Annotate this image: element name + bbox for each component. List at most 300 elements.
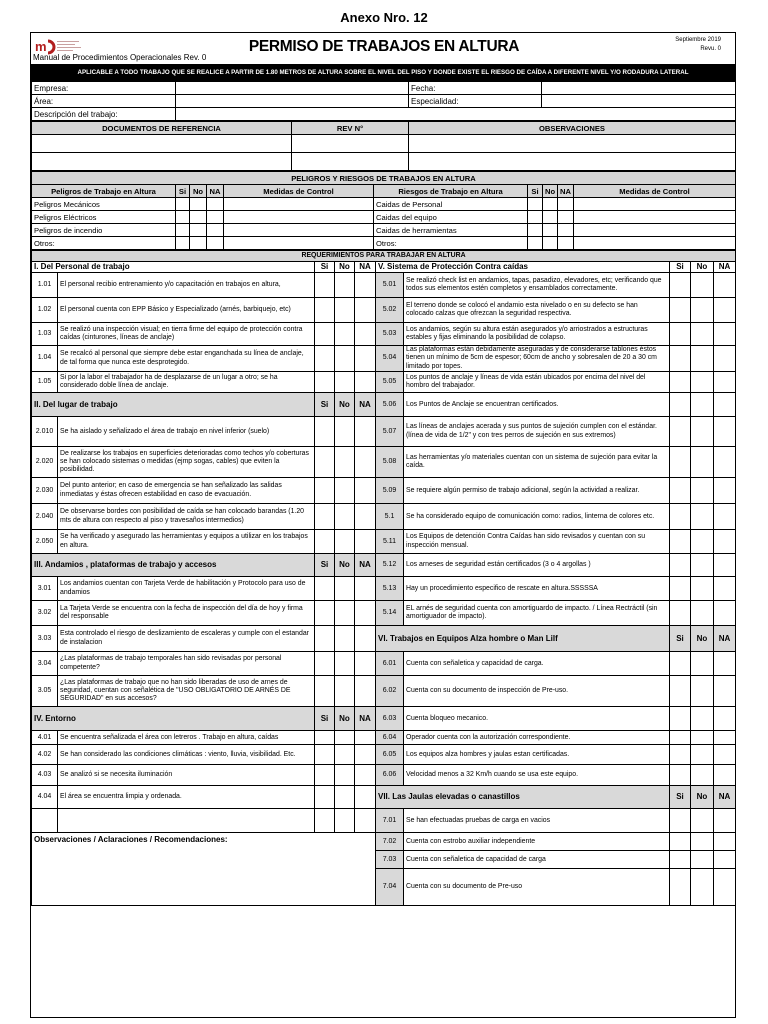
item-number: 5.13: [376, 577, 404, 601]
item-check[interactable]: [315, 530, 335, 554]
item-check[interactable]: [335, 530, 355, 554]
risk-name: Caidas del equipo: [374, 211, 528, 224]
empresa-label: Empresa:: [32, 82, 176, 95]
item-text: ¿Las plataformas de trabajo que no han sido liberadas de uso de arnes de seguridad, cuentan con señalética de "USO OBLIGATORIO DE ARNÉS DE SEGURIDAD" en sus accesos?: [58, 676, 315, 707]
item-check[interactable]: [714, 417, 736, 447]
item-check[interactable]: [714, 554, 736, 577]
item-check[interactable]: [670, 869, 691, 906]
item-check[interactable]: [355, 765, 376, 786]
item-number: 3.05: [32, 676, 58, 707]
item-text: Se recalcó al personal que siempre debe estar enganchada su línea de anclaje, de tal forma que nunca este desprotegido.: [58, 346, 315, 372]
item-check[interactable]: [335, 346, 355, 372]
item-check[interactable]: [335, 765, 355, 786]
item-text: Se han considerado las condiciones climáticas : viento, lluvia, visibilidad. Etc.: [58, 745, 315, 765]
item-check[interactable]: [670, 833, 691, 851]
rev-cell[interactable]: [292, 135, 409, 153]
col-si: Si: [176, 185, 190, 198]
item-check[interactable]: [670, 577, 691, 601]
item-number: 5.14: [376, 601, 404, 626]
item-check[interactable]: [315, 652, 335, 676]
item-check[interactable]: [691, 298, 714, 323]
item-text: Cuenta con su documento de Pre-uso: [404, 869, 670, 906]
item-check[interactable]: [714, 577, 736, 601]
section-header: IV. Entorno: [32, 707, 315, 731]
item-check[interactable]: [670, 652, 691, 676]
risk-measure[interactable]: [574, 211, 736, 224]
item-check[interactable]: [335, 323, 355, 346]
revision-text: Revu. 0: [700, 46, 721, 52]
item-number: 5.06: [376, 393, 404, 417]
item-check[interactable]: [355, 577, 376, 601]
requirement-row: [32, 273, 736, 298]
item-text: De observarse bordes con posibilidad de caída se han colocado barandas (1.20 mts de altura con respecto al piso y travesaños intermedios): [58, 504, 315, 530]
item-text: Esta controlado el riesgo de deslizamiento de escaleras y cumple con el estandar de instalacion: [58, 626, 315, 652]
hazard-check[interactable]: [190, 237, 207, 250]
item-check[interactable]: [670, 707, 691, 731]
item-number: 3.02: [32, 601, 58, 626]
risk-measure[interactable]: [574, 224, 736, 237]
item-check[interactable]: [714, 731, 736, 745]
item-check[interactable]: [355, 323, 376, 346]
item-check[interactable]: [335, 447, 355, 478]
item-check[interactable]: [355, 676, 376, 707]
fecha-field[interactable]: [542, 82, 736, 95]
item-check[interactable]: [714, 447, 736, 478]
item-check[interactable]: [670, 346, 691, 372]
item-check[interactable]: [315, 298, 335, 323]
observations-box[interactable]: Observaciones / Aclaraciones / Recomendaciones:: [32, 833, 376, 906]
item-number: 4.04: [32, 786, 58, 809]
rev-cell[interactable]: [292, 153, 409, 171]
col-si: Si: [315, 707, 335, 731]
item-check[interactable]: [670, 731, 691, 745]
obs-col-header: OBSERVACIONES: [409, 122, 736, 135]
item-number: 2.020: [32, 447, 58, 478]
risk-measure[interactable]: [574, 237, 736, 250]
risk-check[interactable]: [558, 198, 574, 211]
col-si: Si: [315, 262, 335, 273]
risk-check[interactable]: [528, 237, 543, 250]
item-check[interactable]: [335, 478, 355, 504]
item-check[interactable]: [315, 809, 335, 833]
item-check[interactable]: [691, 652, 714, 676]
risk-name: Caidas de Personal: [374, 198, 528, 211]
descripcion-label: Descripción del trabajo:: [32, 108, 176, 121]
col-si: Si: [315, 554, 335, 577]
item-check[interactable]: [714, 530, 736, 554]
item-check[interactable]: [691, 676, 714, 707]
col-na: NA: [714, 262, 736, 273]
item-check[interactable]: [691, 478, 714, 504]
doc-cell[interactable]: [32, 135, 292, 153]
risk-check[interactable]: [543, 198, 558, 211]
item-number: 3.01: [32, 577, 58, 601]
item-check[interactable]: [335, 298, 355, 323]
risk-check[interactable]: [558, 237, 574, 250]
risk-check[interactable]: [543, 224, 558, 237]
requirement-row: [32, 833, 736, 851]
item-check[interactable]: [714, 676, 736, 707]
hazard-check[interactable]: [176, 237, 190, 250]
risk-check[interactable]: [528, 224, 543, 237]
item-number: 2.030: [32, 478, 58, 504]
item-check[interactable]: [315, 765, 335, 786]
item-number: 5.12: [376, 554, 404, 577]
col-no: No: [691, 262, 714, 273]
item-check[interactable]: [714, 504, 736, 530]
item-number: 6.03: [376, 707, 404, 731]
item-check[interactable]: [691, 530, 714, 554]
section-header: III. Andamios , plataformas de trabajo y accesos: [32, 554, 315, 577]
item-check[interactable]: [335, 504, 355, 530]
hazard-check[interactable]: [190, 198, 207, 211]
item-check[interactable]: [335, 745, 355, 765]
especialidad-field[interactable]: [542, 95, 736, 108]
item-number: 5.11: [376, 530, 404, 554]
item-check[interactable]: [691, 765, 714, 786]
item-check[interactable]: [714, 346, 736, 372]
hazard-measure[interactable]: [224, 198, 374, 211]
item-check[interactable]: [315, 601, 335, 626]
item-check[interactable]: [335, 273, 355, 298]
hazard-check[interactable]: [207, 224, 224, 237]
item-check[interactable]: [335, 786, 355, 809]
hazard-check[interactable]: [207, 198, 224, 211]
item-number: 5.03: [376, 323, 404, 346]
col-no: No: [335, 707, 355, 731]
item-check[interactable]: [691, 577, 714, 601]
item-check[interactable]: [714, 478, 736, 504]
item-check[interactable]: [355, 447, 376, 478]
item-text: Se ha considerado equipo de comunicación como: radios, linterna de colores etc.: [404, 504, 670, 530]
fecha-label: Fecha:: [409, 82, 542, 95]
item-check[interactable]: [355, 626, 376, 652]
item-check[interactable]: [355, 745, 376, 765]
item-text: Las líneas de anclajes acerada y sus puntos de sujeción cumplen con el estándar. (línea de vida de 1/2" y con tres perros de sujeción en sus extremos): [404, 417, 670, 447]
obs-cell[interactable]: [409, 153, 736, 171]
item-check[interactable]: [670, 504, 691, 530]
item-text: De realizarse los trabajos en superficies deterioradas como techos y/o coberturas se han colocado sistemas o medidas (ejmp sogas, cables) que eviten la posibilidad.: [58, 447, 315, 478]
item-text: Cuenta con estrobo auxiliar independiente: [404, 833, 670, 851]
item-check[interactable]: [691, 833, 714, 851]
item-check[interactable]: [714, 273, 736, 298]
item-check[interactable]: [714, 809, 736, 833]
col-si: Si: [528, 185, 543, 198]
item-check[interactable]: [355, 652, 376, 676]
item-number: 4.01: [32, 731, 58, 745]
requirement-row: [32, 626, 736, 652]
item-check[interactable]: [691, 504, 714, 530]
item-check[interactable]: [315, 786, 335, 809]
item-check[interactable]: [670, 323, 691, 346]
col-na: NA: [714, 626, 736, 652]
risk-measure[interactable]: [574, 198, 736, 211]
item-number: 1.04: [32, 346, 58, 372]
hazard-row: [32, 211, 736, 224]
item-number: 7.01: [376, 809, 404, 833]
hazard-row: [32, 237, 736, 250]
area-field[interactable]: [176, 95, 409, 108]
item-check[interactable]: [691, 417, 714, 447]
item-check[interactable]: [355, 372, 376, 393]
item-check[interactable]: [315, 745, 335, 765]
item-text: Las herramientas y/o materiales cuentan con un sistema de sujeción para evitar la caída.: [404, 447, 670, 478]
item-text: Las plataformas están debidamente aseguradas y de considerarse tablones éstos tienen un mínimo de 5cm de espesor; 60cm de ancho y sobresalen de 20 a 30 cm limitado por topes.: [404, 346, 670, 372]
item-check[interactable]: [315, 504, 335, 530]
risk-check[interactable]: [558, 224, 574, 237]
item-text: ¿Las plataformas de trabajo temporales han sido revisadas por personal competente?: [58, 652, 315, 676]
col-no: No: [190, 185, 207, 198]
especialidad-label: Especialidad:: [409, 95, 542, 108]
item-check[interactable]: [691, 447, 714, 478]
descripcion-field[interactable]: [176, 108, 736, 121]
item-check[interactable]: [670, 298, 691, 323]
item-text: Los Equipos de detención Contra Caídas han sido revisados y cuentan con su inspección mensual.: [404, 530, 670, 554]
requirement-row: [32, 504, 736, 530]
item-check[interactable]: [691, 869, 714, 906]
risk-check[interactable]: [528, 198, 543, 211]
item-number: 6.06: [376, 765, 404, 786]
hazard-measure[interactable]: [224, 211, 374, 224]
section-header: V. Sistema de Protección Contra caídas: [376, 262, 670, 273]
requirement-row: [32, 786, 736, 809]
item-check[interactable]: [315, 676, 335, 707]
item-check[interactable]: [714, 652, 736, 676]
item-number: 2.050: [32, 530, 58, 554]
item-text: La Tarjeta Verde se encuentra con la fecha de inspección del día de hoy y firma del responsable: [58, 601, 315, 626]
item-check[interactable]: [670, 676, 691, 707]
col-si: Si: [670, 626, 691, 652]
col-no: No: [543, 185, 558, 198]
item-check[interactable]: [670, 447, 691, 478]
item-number: 3.04: [32, 652, 58, 676]
item-check[interactable]: [355, 731, 376, 745]
item-check[interactable]: [315, 323, 335, 346]
item-check[interactable]: [714, 833, 736, 851]
item-check[interactable]: [335, 676, 355, 707]
col-no: No: [335, 554, 355, 577]
requirement-row: [32, 262, 736, 273]
item-check[interactable]: [670, 809, 691, 833]
item-check[interactable]: [315, 626, 335, 652]
form-header: [31, 33, 735, 65]
item-check[interactable]: [670, 851, 691, 869]
hazard-name: Peligros Eléctricos: [32, 211, 176, 224]
item-check[interactable]: [315, 346, 335, 372]
item-text: Hay un procedimiento especifico de rescate en altura.SSSSSA: [404, 577, 670, 601]
item-check[interactable]: [714, 851, 736, 869]
hazard-check[interactable]: [207, 237, 224, 250]
item-check[interactable]: [691, 731, 714, 745]
risk-check[interactable]: [558, 211, 574, 224]
item-check[interactable]: [691, 809, 714, 833]
item-check[interactable]: [714, 372, 736, 393]
item-check[interactable]: [355, 273, 376, 298]
item-text: Si por la labor el trabajador ha de desplazarse de un lugar a otro; se ha considerado doble línea de anclaje.: [58, 372, 315, 393]
item-check[interactable]: [714, 745, 736, 765]
col-na: NA: [714, 786, 736, 809]
item-check[interactable]: [670, 530, 691, 554]
item-check[interactable]: [335, 372, 355, 393]
hazard-check[interactable]: [207, 211, 224, 224]
item-check[interactable]: [315, 478, 335, 504]
col-no: No: [335, 393, 355, 417]
col-si: Si: [670, 262, 691, 273]
requirement-row: [32, 298, 736, 323]
hazard-row: [32, 198, 736, 211]
item-text: Cuenta con señaletica de capacidad de carga: [404, 851, 670, 869]
hazard-check[interactable]: [176, 198, 190, 211]
item-check[interactable]: [691, 323, 714, 346]
rev-col-header: REV N°: [292, 122, 409, 135]
item-number: 6.05: [376, 745, 404, 765]
item-check[interactable]: [670, 554, 691, 577]
col-na: NA: [558, 185, 574, 198]
item-check[interactable]: [335, 809, 355, 833]
item-check[interactable]: [691, 851, 714, 869]
item-check[interactable]: [355, 601, 376, 626]
item-text: Cuenta bloqueo mecanico.: [404, 707, 670, 731]
item-check[interactable]: [355, 346, 376, 372]
permit-form: [30, 32, 736, 1018]
item-check[interactable]: [670, 393, 691, 417]
doc-cell[interactable]: [32, 153, 292, 171]
hazard-measure[interactable]: [224, 224, 374, 237]
item-check[interactable]: [714, 869, 736, 906]
item-check[interactable]: [714, 298, 736, 323]
col-na: NA: [355, 262, 376, 273]
item-number: 2.010: [32, 417, 58, 447]
item-number: 5.1: [376, 504, 404, 530]
item-check[interactable]: [335, 652, 355, 676]
item-check[interactable]: [315, 417, 335, 447]
hazard-name: Peligros Mecánicos: [32, 198, 176, 211]
item-text: Cuenta con su documento de inspección de Pre-uso.: [404, 676, 670, 707]
measures-header: Medidas de Control: [224, 185, 374, 198]
hazards-table: [31, 171, 736, 250]
requirement-row: [32, 554, 736, 577]
item-check[interactable]: [670, 372, 691, 393]
item-number: 1.03: [32, 323, 58, 346]
item-check[interactable]: [714, 601, 736, 626]
hazards-left-header: Peligros de Trabajo en Altura: [32, 185, 176, 198]
obs-cell[interactable]: [409, 135, 736, 153]
item-number: 1.05: [32, 372, 58, 393]
item-check[interactable]: [355, 478, 376, 504]
item-number: 5.07: [376, 417, 404, 447]
item-check[interactable]: [335, 417, 355, 447]
item-check[interactable]: [335, 626, 355, 652]
item-text: Operador cuenta con la autorización correspondiente.: [404, 731, 670, 745]
item-text: Se requiere algún permiso de trabajo adicional, según la actividad a realizar.: [404, 478, 670, 504]
item-check[interactable]: [355, 530, 376, 554]
item-check[interactable]: [714, 323, 736, 346]
item-check[interactable]: [355, 786, 376, 809]
item-text: EL arnés de seguridad cuenta con amortiguardo de impacto. / Línea Rectráctil (sin amortiguador de impacto).: [404, 601, 670, 626]
item-check[interactable]: [315, 372, 335, 393]
manual-label: Manual de Procedimientos Operacionales Rev. 0: [33, 53, 207, 62]
item-text: Se han efectuadas pruebas de carga en vacios: [404, 809, 670, 833]
item-text: Cuenta con señaletica y capacidad de carga.: [404, 652, 670, 676]
hazard-check[interactable]: [176, 224, 190, 237]
item-check[interactable]: [355, 298, 376, 323]
hazard-check[interactable]: [190, 211, 207, 224]
item-check[interactable]: [355, 417, 376, 447]
item-check[interactable]: [714, 707, 736, 731]
item-check[interactable]: [315, 273, 335, 298]
empresa-field[interactable]: [176, 82, 409, 95]
item-check[interactable]: [670, 273, 691, 298]
item-check[interactable]: [315, 447, 335, 478]
item-check[interactable]: [315, 731, 335, 745]
item-check[interactable]: [691, 745, 714, 765]
item-check[interactable]: [315, 577, 335, 601]
item-check[interactable]: [670, 417, 691, 447]
item-check[interactable]: [714, 393, 736, 417]
requirement-row: [32, 478, 736, 504]
item-check[interactable]: [691, 707, 714, 731]
item-check[interactable]: [355, 809, 376, 833]
date-text: Septiembre 2019: [675, 37, 721, 43]
col-no: No: [691, 786, 714, 809]
hazard-check[interactable]: [176, 211, 190, 224]
item-check[interactable]: [691, 372, 714, 393]
hazard-row: [32, 224, 736, 237]
item-check[interactable]: [691, 346, 714, 372]
col-na: NA: [355, 554, 376, 577]
item-check[interactable]: [714, 765, 736, 786]
item-text: Los Puntos de Anclaje se encuentran certificados.: [404, 393, 670, 417]
item-number: 1.01: [32, 273, 58, 298]
item-number: [32, 809, 58, 833]
item-check[interactable]: [335, 601, 355, 626]
item-check[interactable]: [670, 601, 691, 626]
item-text: El área se encuentra limpia y ordenada.: [58, 786, 315, 809]
item-check[interactable]: [691, 554, 714, 577]
col-si: Si: [315, 393, 335, 417]
item-check[interactable]: [355, 504, 376, 530]
requirement-row: [32, 731, 736, 745]
docs-col-header: DOCUMENTOS DE REFERENCIA: [32, 122, 292, 135]
item-number: 6.01: [376, 652, 404, 676]
item-check[interactable]: [670, 765, 691, 786]
item-check[interactable]: [335, 731, 355, 745]
item-check[interactable]: [691, 601, 714, 626]
item-text: [58, 809, 315, 833]
item-check[interactable]: [335, 577, 355, 601]
hazard-name: Otros:: [32, 237, 176, 250]
hazard-measure[interactable]: [224, 237, 374, 250]
hazard-check[interactable]: [190, 224, 207, 237]
item-check[interactable]: [691, 393, 714, 417]
item-check[interactable]: [691, 273, 714, 298]
risk-check[interactable]: [543, 237, 558, 250]
item-number: 6.02: [376, 676, 404, 707]
risk-check[interactable]: [543, 211, 558, 224]
requirement-row: [32, 577, 736, 601]
item-check[interactable]: [670, 745, 691, 765]
requirement-row: [32, 346, 736, 372]
reference-docs-table: [31, 121, 736, 171]
svg-text:m: m: [35, 39, 47, 54]
item-number: 5.09: [376, 478, 404, 504]
requirements-table: [31, 250, 736, 906]
col-na: NA: [355, 393, 376, 417]
hazards-title: PELIGROS Y RIESGOS DE TRABAJOS EN ALTURA: [32, 172, 736, 185]
risk-check[interactable]: [528, 211, 543, 224]
item-check[interactable]: [670, 478, 691, 504]
item-text: Se realizó una inspección visual; en tierra firme del equipo de protección contra caídas (cinturones, líneas de anclaje): [58, 323, 315, 346]
